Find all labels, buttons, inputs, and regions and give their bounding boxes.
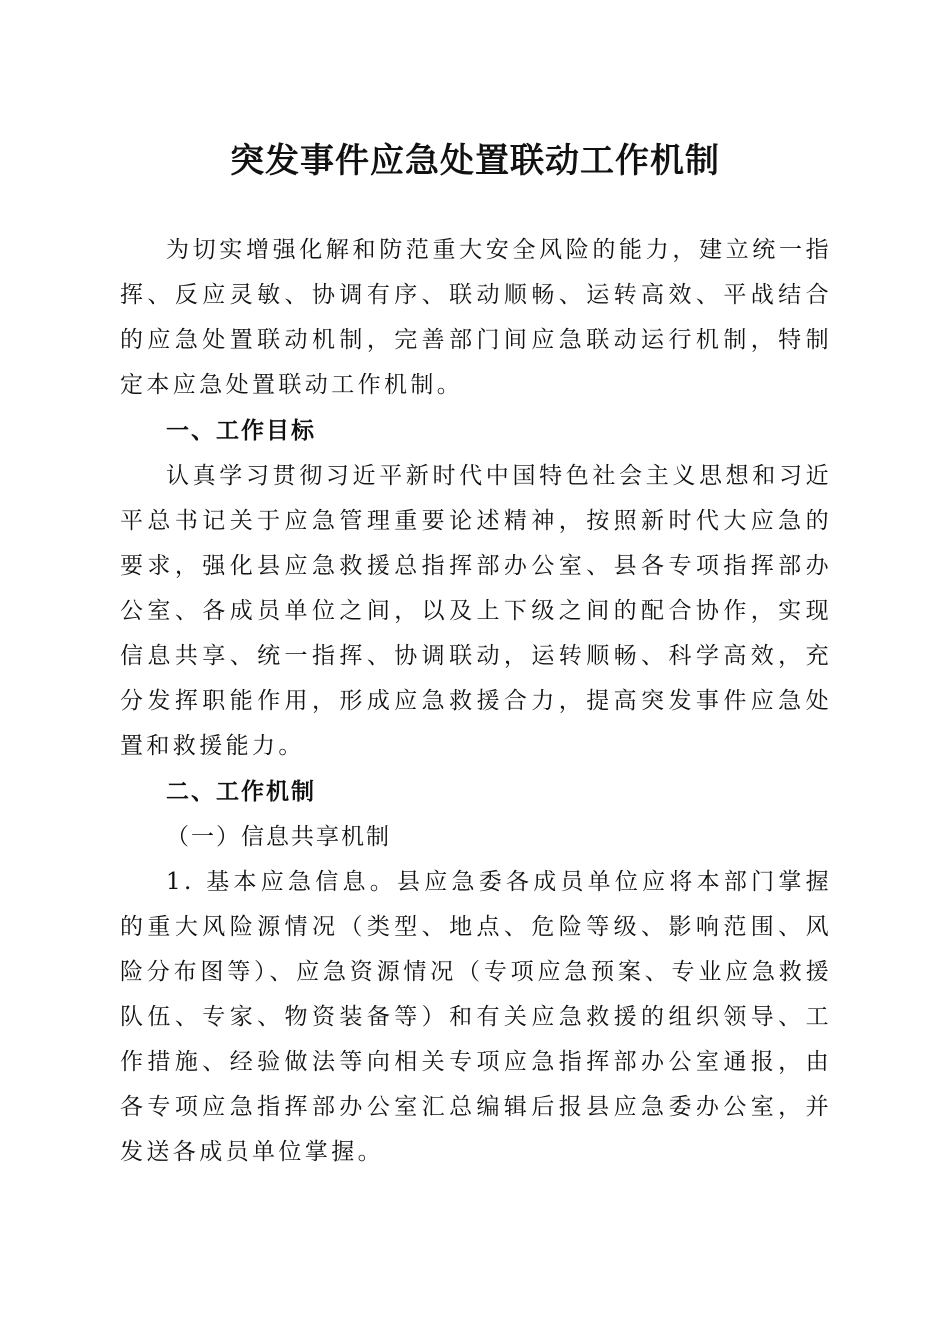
section-heading-mechanism: 二、工作机制 bbox=[166, 779, 316, 805]
goals-paragraph: 认真学习贯彻习近平新时代中国特色社会主义思想和习近平总书记关于应急管理重要论述精神，按照新时代大应急的要求，强化县应急救援总指挥部办公室、县各专项指挥部办公室、各成员单位之间，以及上下级之间的配合协作，实现信息共享、统一指挥、协调联动，运转顺畅、科学高效，充分发挥职能作用，形成应急救援合力，提高突发事件应急处置和救援能力。 bbox=[120, 463, 832, 759]
info-sharing-item-1: 1. 基本应急信息。县应急委各成员单位应将本部门掌握的重大风险源情况（类型、地点、危险等级、影响范围、风险分布图等）、应急资源情况（专项应急预案、专业应急救援队伍、专家、物资装备等）和有关应急救援的组织领导、工作措施、经验做法等向相关专项应急指挥部办公室通报，由各专项应急指挥部办公室汇总编辑后报县应急委办公室，并发送各成员单位掌握。 bbox=[120, 869, 832, 1165]
document-title: 突发事件应急处置联动工作机制 bbox=[230, 141, 720, 181]
subsection-heading-info-sharing: （一）信息共享机制 bbox=[166, 824, 391, 850]
document-body bbox=[120, 228, 832, 1175]
intro-paragraph: 为切实增强化解和防范重大安全风险的能力，建立统一指挥、反应灵敏、协调有序、联动顺畅、运转高效、平战结合的应急处置联动机制，完善部门间应急联动运行机制，特制定本应急处置联动工作机制。 bbox=[120, 237, 832, 398]
section-heading-goals: 一、工作目标 bbox=[166, 418, 316, 444]
